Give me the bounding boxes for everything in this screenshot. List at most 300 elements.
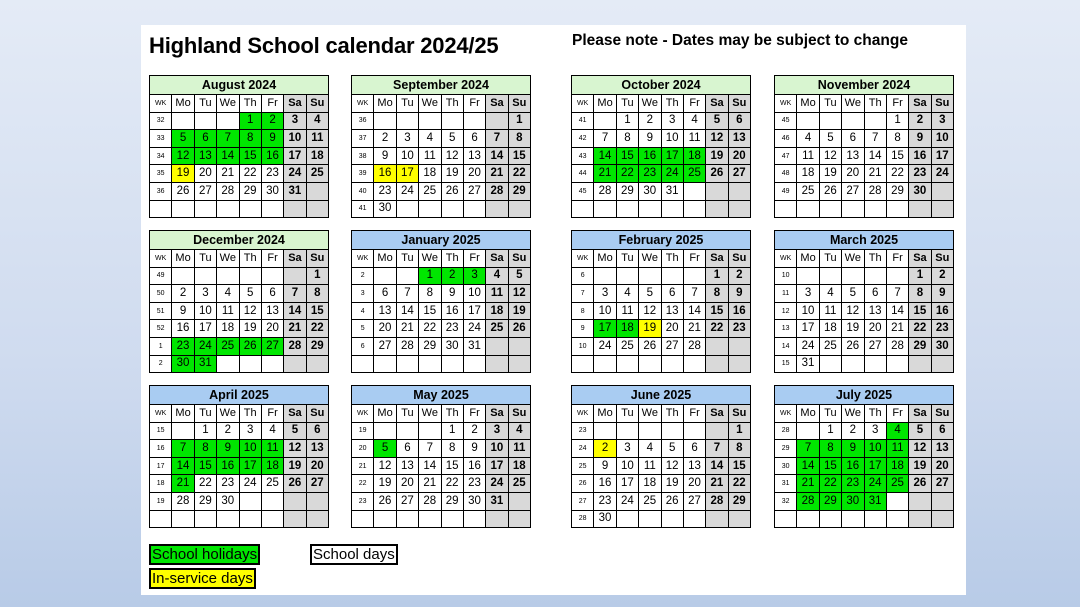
day-header: Tu (819, 250, 841, 268)
day-cell (284, 492, 306, 510)
day-cell: 18 (683, 147, 705, 165)
day-cell (661, 510, 683, 528)
day-cell: 13 (864, 302, 886, 320)
day-cell: 17 (239, 457, 261, 475)
day-cell: 14 (217, 147, 239, 165)
day-header: Su (306, 405, 328, 423)
week-number: 4 (352, 302, 374, 320)
day-cell: 29 (616, 182, 638, 200)
day-cell (639, 422, 661, 440)
day-cell: 30 (463, 492, 485, 510)
week-number: 35 (150, 165, 172, 183)
month-table-october-2024 (571, 75, 751, 218)
month-table-april-2025 (149, 385, 329, 528)
day-cell (194, 267, 216, 285)
day-cell (931, 200, 953, 218)
day-cell: 23 (931, 320, 953, 338)
day-header: Mo (594, 405, 616, 423)
day-cell: 10 (661, 130, 683, 148)
day-cell: 20 (683, 475, 705, 493)
week-row (572, 337, 751, 355)
week-row (775, 355, 954, 373)
week-row (150, 320, 329, 338)
day-cell: 27 (661, 337, 683, 355)
day-cell: 16 (931, 302, 953, 320)
day-cell: 25 (306, 165, 328, 183)
week-row (352, 422, 531, 440)
day-cell: 6 (463, 130, 485, 148)
day-cell: 11 (683, 130, 705, 148)
day-header: Sa (706, 250, 728, 268)
day-cell: 23 (441, 320, 463, 338)
day-cell: 14 (683, 302, 705, 320)
week-number (572, 200, 594, 218)
day-cell: 13 (374, 302, 396, 320)
day-header: Tu (194, 95, 216, 113)
day-cell: 11 (508, 440, 530, 458)
week-number: 2 (150, 355, 172, 373)
day-header: Su (931, 95, 953, 113)
month-table-february-2025 (571, 230, 751, 373)
day-cell: 4 (217, 285, 239, 303)
week-number: 16 (150, 440, 172, 458)
day-cell (864, 267, 886, 285)
week-row (775, 320, 954, 338)
day-cell (661, 267, 683, 285)
day-header: Th (239, 95, 261, 113)
day-cell: 30 (217, 492, 239, 510)
day-cell: 4 (886, 422, 908, 440)
day-cell: 20 (261, 320, 283, 338)
day-cell: 30 (639, 182, 661, 200)
day-header: Su (306, 250, 328, 268)
day-cell: 17 (797, 320, 819, 338)
week-number: 28 (775, 422, 797, 440)
day-cell (284, 510, 306, 528)
week-row (352, 440, 531, 458)
day-cell: 15 (239, 147, 261, 165)
week-number-header: WK (572, 405, 594, 423)
day-cell: 30 (842, 492, 864, 510)
day-cell: 13 (728, 130, 750, 148)
day-header: Mo (797, 405, 819, 423)
day-cell (239, 355, 261, 373)
day-cell: 5 (508, 267, 530, 285)
week-number-header: WK (572, 250, 594, 268)
day-cell: 18 (419, 165, 441, 183)
day-cell: 2 (639, 112, 661, 130)
day-cell: 14 (396, 302, 418, 320)
day-cell: 7 (886, 285, 908, 303)
day-cell: 16 (639, 147, 661, 165)
week-number: 41 (572, 112, 594, 130)
week-number: 6 (572, 267, 594, 285)
week-row (150, 510, 329, 528)
day-cell: 4 (639, 440, 661, 458)
day-header: Th (864, 95, 886, 113)
day-cell (909, 200, 931, 218)
day-cell: 21 (706, 475, 728, 493)
day-cell: 9 (463, 440, 485, 458)
week-number: 50 (150, 285, 172, 303)
week-number-header: WK (352, 95, 374, 113)
day-cell: 17 (616, 475, 638, 493)
day-cell: 13 (683, 457, 705, 475)
month-title: July 2025 (775, 386, 954, 405)
week-number: 10 (775, 267, 797, 285)
day-cell (374, 422, 396, 440)
week-number: 26 (572, 475, 594, 493)
day-cell (661, 200, 683, 218)
day-cell: 16 (463, 457, 485, 475)
day-cell: 27 (194, 182, 216, 200)
day-cell: 8 (441, 440, 463, 458)
day-cell: 28 (396, 337, 418, 355)
day-cell (616, 355, 638, 373)
day-cell (194, 510, 216, 528)
month-table-november-2024 (774, 75, 954, 218)
day-cell: 18 (217, 320, 239, 338)
day-cell: 8 (419, 285, 441, 303)
day-cell (217, 267, 239, 285)
day-cell: 24 (594, 337, 616, 355)
day-cell (797, 112, 819, 130)
day-cell: 24 (396, 182, 418, 200)
day-cell: 4 (683, 112, 705, 130)
day-header: Fr (683, 95, 705, 113)
day-cell: 24 (661, 165, 683, 183)
day-cell: 10 (864, 440, 886, 458)
day-cell: 3 (616, 440, 638, 458)
day-cell: 29 (441, 492, 463, 510)
day-header: Fr (886, 95, 908, 113)
week-number: 20 (352, 440, 374, 458)
day-cell: 8 (819, 440, 841, 458)
day-cell: 1 (419, 267, 441, 285)
week-number: 19 (150, 492, 172, 510)
day-cell: 12 (172, 147, 194, 165)
day-cell: 21 (594, 165, 616, 183)
day-cell (864, 355, 886, 373)
day-cell (172, 422, 194, 440)
week-number: 21 (352, 457, 374, 475)
day-cell: 29 (886, 182, 908, 200)
day-cell: 29 (194, 492, 216, 510)
day-cell: 6 (931, 422, 953, 440)
day-cell: 2 (217, 422, 239, 440)
day-cell: 30 (374, 200, 396, 218)
week-number: 3 (352, 285, 374, 303)
day-header: We (639, 95, 661, 113)
day-cell: 2 (909, 112, 931, 130)
day-cell (306, 200, 328, 218)
day-cell: 11 (261, 440, 283, 458)
day-cell (842, 112, 864, 130)
day-cell (396, 112, 418, 130)
day-cell: 18 (486, 302, 508, 320)
day-cell (261, 510, 283, 528)
day-header: Fr (463, 250, 485, 268)
day-cell: 11 (217, 302, 239, 320)
day-cell: 7 (683, 285, 705, 303)
day-cell (797, 422, 819, 440)
day-cell: 15 (706, 302, 728, 320)
day-cell (396, 510, 418, 528)
day-cell (508, 355, 530, 373)
legend-inservice-days: In-service days (149, 568, 256, 589)
day-cell: 3 (864, 422, 886, 440)
day-cell: 20 (728, 147, 750, 165)
day-cell: 2 (463, 422, 485, 440)
day-header: Tu (396, 95, 418, 113)
day-cell: 1 (728, 422, 750, 440)
week-number: 39 (352, 165, 374, 183)
day-cell (616, 510, 638, 528)
day-header: Su (508, 95, 530, 113)
day-cell: 4 (616, 285, 638, 303)
day-cell (486, 510, 508, 528)
day-cell: 23 (842, 475, 864, 493)
week-row (150, 355, 329, 373)
day-cell (594, 422, 616, 440)
day-header: Su (728, 405, 750, 423)
day-cell (419, 510, 441, 528)
day-cell: 5 (819, 130, 841, 148)
week-number: 7 (572, 285, 594, 303)
day-cell (239, 492, 261, 510)
day-cell: 8 (616, 130, 638, 148)
day-cell (463, 355, 485, 373)
day-header: Tu (396, 405, 418, 423)
day-cell (594, 112, 616, 130)
week-row (352, 182, 531, 200)
day-cell (864, 200, 886, 218)
day-cell: 16 (728, 302, 750, 320)
day-cell: 29 (239, 182, 261, 200)
day-header: We (419, 405, 441, 423)
day-cell: 22 (306, 320, 328, 338)
day-cell: 27 (306, 475, 328, 493)
day-cell (706, 355, 728, 373)
month-title: November 2024 (775, 76, 954, 95)
week-row (572, 475, 751, 493)
day-cell: 16 (441, 302, 463, 320)
week-row (150, 457, 329, 475)
day-cell: 26 (706, 165, 728, 183)
day-cell (441, 510, 463, 528)
day-cell: 17 (864, 457, 886, 475)
day-cell: 27 (463, 182, 485, 200)
day-cell (931, 355, 953, 373)
week-row (572, 182, 751, 200)
day-cell (396, 355, 418, 373)
day-cell (419, 355, 441, 373)
day-cell: 4 (819, 285, 841, 303)
day-cell (463, 112, 485, 130)
week-row (150, 147, 329, 165)
month-table-august-2024 (149, 75, 329, 218)
week-row (150, 337, 329, 355)
day-cell: 28 (419, 492, 441, 510)
day-cell (639, 200, 661, 218)
day-cell (419, 200, 441, 218)
day-header: We (842, 250, 864, 268)
month-table-may-2025 (351, 385, 531, 528)
day-cell (797, 267, 819, 285)
day-cell: 14 (594, 147, 616, 165)
day-header: Tu (819, 405, 841, 423)
day-cell: 18 (639, 475, 661, 493)
day-cell: 8 (886, 130, 908, 148)
day-cell (306, 510, 328, 528)
day-cell: 31 (661, 182, 683, 200)
day-header: Su (508, 250, 530, 268)
week-row (150, 440, 329, 458)
day-cell: 28 (706, 492, 728, 510)
day-cell (728, 337, 750, 355)
week-row (572, 165, 751, 183)
week-number (150, 510, 172, 528)
week-number: 47 (775, 147, 797, 165)
day-cell: 28 (172, 492, 194, 510)
day-header: Sa (486, 250, 508, 268)
day-cell: 27 (396, 492, 418, 510)
day-cell: 14 (886, 302, 908, 320)
day-header: Mo (374, 405, 396, 423)
week-number: 32 (150, 112, 172, 130)
day-cell: 17 (594, 320, 616, 338)
day-cell: 16 (909, 147, 931, 165)
day-cell: 31 (284, 182, 306, 200)
week-row (352, 320, 531, 338)
page-title: Highland School calendar 2024/25 (149, 33, 499, 58)
day-cell (217, 510, 239, 528)
month-table-december-2024 (149, 230, 329, 373)
week-number: 29 (775, 440, 797, 458)
week-number: 41 (352, 200, 374, 218)
day-cell: 5 (374, 440, 396, 458)
day-header: Tu (616, 95, 638, 113)
day-cell: 24 (239, 475, 261, 493)
week-row (572, 285, 751, 303)
week-row (775, 147, 954, 165)
day-cell: 3 (463, 267, 485, 285)
day-cell: 30 (261, 182, 283, 200)
day-cell: 19 (819, 165, 841, 183)
day-header: We (842, 405, 864, 423)
day-cell: 12 (374, 457, 396, 475)
week-number (150, 200, 172, 218)
day-cell (419, 422, 441, 440)
day-cell (706, 337, 728, 355)
day-cell (508, 200, 530, 218)
day-cell: 7 (172, 440, 194, 458)
day-cell: 4 (419, 130, 441, 148)
day-cell (728, 355, 750, 373)
day-cell: 3 (396, 130, 418, 148)
week-row (352, 337, 531, 355)
day-cell (842, 510, 864, 528)
day-cell: 7 (217, 130, 239, 148)
day-cell (683, 200, 705, 218)
month-table-march-2025 (774, 230, 954, 373)
day-cell: 22 (419, 320, 441, 338)
day-cell: 2 (842, 422, 864, 440)
day-cell: 9 (172, 302, 194, 320)
day-cell: 26 (661, 492, 683, 510)
week-number: 6 (352, 337, 374, 355)
day-cell: 28 (486, 182, 508, 200)
day-cell: 1 (909, 267, 931, 285)
day-header: Su (728, 250, 750, 268)
day-header: Sa (486, 95, 508, 113)
week-number: 32 (775, 492, 797, 510)
day-cell (616, 422, 638, 440)
day-cell (886, 355, 908, 373)
week-row (775, 130, 954, 148)
day-cell (639, 355, 661, 373)
day-cell: 12 (639, 302, 661, 320)
day-cell: 9 (728, 285, 750, 303)
week-row (572, 112, 751, 130)
day-header: Tu (819, 95, 841, 113)
week-number: 51 (150, 302, 172, 320)
week-number: 2 (352, 267, 374, 285)
day-cell (261, 492, 283, 510)
day-cell: 12 (909, 440, 931, 458)
day-cell: 17 (661, 147, 683, 165)
day-cell: 19 (706, 147, 728, 165)
day-header: Fr (886, 405, 908, 423)
day-cell (508, 337, 530, 355)
day-cell (441, 112, 463, 130)
day-cell: 6 (661, 285, 683, 303)
day-cell: 12 (508, 285, 530, 303)
day-header: Sa (909, 95, 931, 113)
day-header: Fr (886, 250, 908, 268)
week-row (352, 130, 531, 148)
day-cell: 16 (261, 147, 283, 165)
week-number (572, 355, 594, 373)
day-cell: 18 (797, 165, 819, 183)
day-cell (261, 355, 283, 373)
day-cell: 25 (508, 475, 530, 493)
day-header: Fr (463, 95, 485, 113)
week-number: 44 (572, 165, 594, 183)
day-cell: 20 (306, 457, 328, 475)
day-cell: 12 (284, 440, 306, 458)
day-cell (508, 492, 530, 510)
day-cell (842, 200, 864, 218)
day-header: Mo (172, 250, 194, 268)
day-cell: 10 (931, 130, 953, 148)
day-cell (706, 200, 728, 218)
day-cell: 30 (441, 337, 463, 355)
dates-note: Please note - Dates may be subject to change (572, 32, 908, 49)
day-cell: 22 (239, 165, 261, 183)
day-cell: 19 (842, 320, 864, 338)
day-cell (886, 200, 908, 218)
day-header: Sa (909, 250, 931, 268)
week-row (572, 130, 751, 148)
week-row (150, 302, 329, 320)
day-cell: 11 (639, 457, 661, 475)
day-cell (909, 492, 931, 510)
week-row (775, 182, 954, 200)
day-cell: 22 (194, 475, 216, 493)
day-header: Sa (706, 95, 728, 113)
week-row (150, 267, 329, 285)
